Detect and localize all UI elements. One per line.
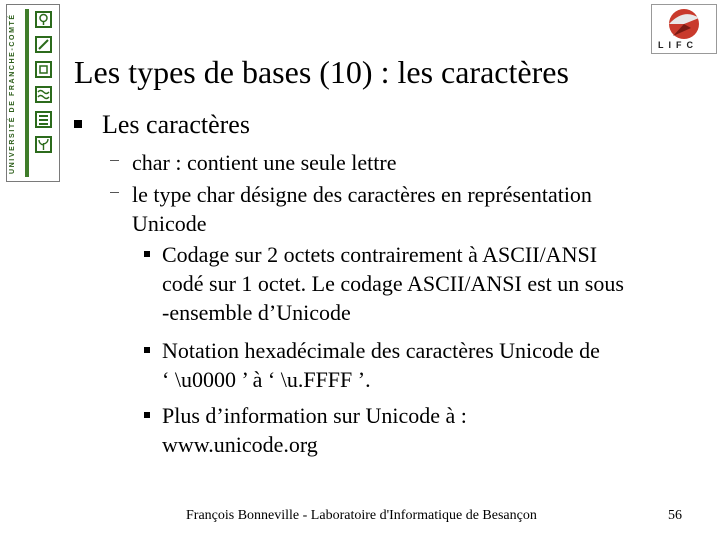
square-bullet <box>144 412 150 418</box>
sub-sub-bullet-text <box>162 401 467 459</box>
university-sidebar <box>6 4 60 182</box>
grid-icon <box>35 61 52 78</box>
sidebar-icons <box>32 7 56 161</box>
line-1: Plus d’information sur Unicode à : <box>162 403 467 428</box>
char-description: : contient une seule lettre <box>169 150 397 175</box>
dash-bullet <box>110 192 119 193</box>
square-bullet <box>144 347 150 353</box>
waves-icon <box>35 86 52 103</box>
sidebar-bar <box>25 9 29 177</box>
page-number: 56 <box>668 508 682 523</box>
sub-bullet-text <box>132 180 592 238</box>
sub-sub-bullet-text <box>162 240 624 327</box>
dash-bullet <box>110 160 119 161</box>
square-bullet <box>144 251 150 257</box>
slide-footer: François Bonneville - Laboratoire d'Informatique de Besançon <box>186 508 537 523</box>
building-icon <box>35 111 52 128</box>
bullet-text: Les caractères <box>102 110 250 139</box>
pen-icon <box>35 36 52 53</box>
tree-icon <box>35 11 52 28</box>
line-1: le type char désigne des caractères en représentation <box>132 182 592 207</box>
line-2: Unicode <box>132 211 207 236</box>
line-2: codé sur 1 octet. Le codage ASCII/ANSI est un sous <box>162 271 624 296</box>
line-3: -ensemble d’Unicode <box>162 300 351 325</box>
university-name: UNIVERSITÉ DE FRANCHE-COMTÉ <box>9 13 16 175</box>
sub-sub-bullet-text <box>162 336 600 394</box>
unicode-link: www.unicode.org <box>162 432 318 457</box>
plant-icon <box>35 136 52 153</box>
line-2: ‘ \u0000 ’ à ‘ \u.FFFF ’. <box>162 367 371 392</box>
sub-bullet-text <box>132 148 397 177</box>
slide-title: Les types de bases (10) : les caractères <box>74 54 569 90</box>
lifc-logo-text: LIFC <box>658 40 698 50</box>
square-bullet <box>74 120 82 128</box>
line-1: Codage sur 2 octets contrairement à ASCII/ANSI <box>162 242 598 267</box>
char-keyword: char <box>132 150 170 175</box>
line-1: Notation hexadécimale des caractères Unicode de <box>162 338 600 363</box>
